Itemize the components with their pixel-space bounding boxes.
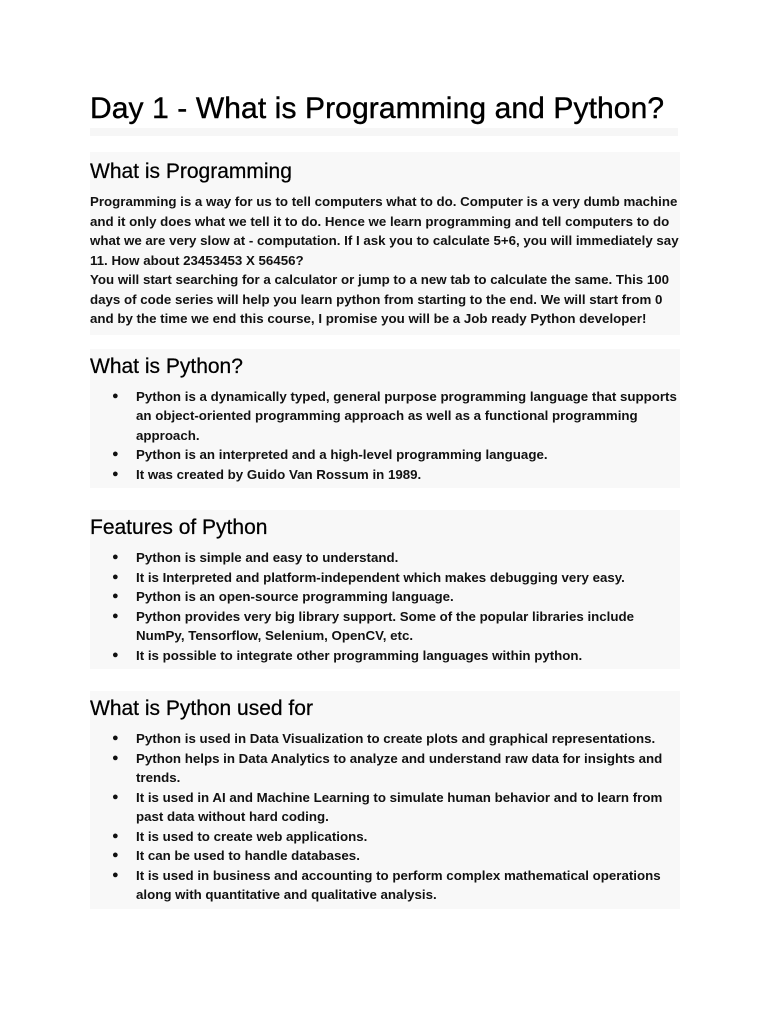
list-item: [112, 587, 680, 607]
list-item: [112, 548, 680, 568]
list-item: [112, 607, 680, 646]
title-band: [90, 128, 678, 136]
document-page: [90, 88, 680, 909]
features-list-block: [90, 548, 680, 669]
list-item: [112, 729, 680, 749]
list-item: [112, 827, 680, 847]
section-features: [90, 510, 680, 669]
uses-list-block: [90, 729, 680, 909]
list-item: [112, 646, 680, 666]
bullet-icon: ●: [112, 868, 119, 881]
title-block: [90, 88, 680, 130]
list-item-text: It can be used to handle databases.: [136, 848, 360, 863]
list-item: [112, 568, 680, 588]
section-heading-uses: What is Python used for: [90, 697, 313, 720]
list-item-text: It was created by Guido Van Rossum in 1989.: [136, 466, 422, 482]
list-item: [112, 788, 680, 827]
list-item-text: It is used in AI and Machine Learning to simulate human behavior and to learn from past data without hard coding.: [136, 789, 663, 824]
programming-paragraph-2: You will start searching for a calculator or jump to a new tab to calculate the same. This 100 days of code series will help you learn python from starting to the end. We will start from 0 and by the time we end this course, I promise you will be a Job ready Python developer!: [90, 272, 670, 326]
bullet-icon: ●: [112, 751, 119, 764]
list-item-text: Python helps in Data Analytics to analyze and understand raw data for insights and trends.: [136, 750, 663, 785]
bullet-icon: ●: [112, 467, 119, 480]
list-item-text: Python is an interpreted and a high-level programming language.: [136, 447, 548, 462]
bullet-icon: ●: [112, 389, 119, 402]
bullet-icon: ●: [112, 590, 119, 602]
features-list: [90, 548, 680, 665]
list-item-text: It is possible to integrate other programming languages within python.: [136, 647, 583, 663]
list-item-text: It is Interpreted and platform-independent which makes debugging very easy.: [136, 569, 625, 585]
list-item-text: Python provides very big library support. Some of the popular libraries include NumPy, Tensorflow, Selenium, OpenCV, etc.: [136, 608, 634, 643]
list-item: [112, 387, 680, 446]
list-item: [112, 846, 680, 866]
list-item-text: Python is a dynamically typed, general purpose programming language that supports an object-oriented programming approach as well as a functional programming approach.: [136, 388, 677, 443]
section-heading-programming: What is Programming: [90, 160, 292, 183]
list-item-text: It is used to create web applications.: [136, 828, 368, 844]
bullet-icon: ●: [112, 609, 119, 622]
section-heading-python: What is Python?: [90, 354, 243, 378]
python-list: [90, 387, 680, 485]
section-heading-features: Features of Python: [90, 516, 268, 539]
section-uses: [90, 691, 680, 909]
list-item-text: Python is simple and easy to understand.: [136, 550, 399, 565]
bullet-icon: ●: [112, 648, 119, 661]
list-item-text: Python is an open-source programming language.: [136, 589, 454, 604]
bullet-icon: ●: [112, 732, 119, 744]
bullet-icon: ●: [112, 448, 119, 460]
section-python: [90, 349, 680, 489]
list-item: [112, 749, 680, 788]
bullet-icon: ●: [112, 551, 119, 563]
programming-paragraph-1: Programming is a way for us to tell computers what to do. Computer is a very dumb machine and it only does what we tell it to do. Hence we learn programming and tell computers to do what we are very slow at - computation. If I ask you to calculate 5+6, you will immediately say 11. How about 23453453 X 56456?: [90, 194, 679, 268]
section-programming: [90, 152, 680, 335]
list-item: [112, 866, 680, 905]
list-item: [112, 445, 680, 465]
bullet-icon: ●: [112, 849, 119, 861]
list-item: [112, 465, 680, 485]
bullet-icon: ●: [112, 570, 119, 583]
bullet-icon: ●: [112, 829, 119, 842]
list-item-text: Python is used in Data Visualization to create plots and graphical representations.: [136, 731, 656, 746]
bullet-icon: ●: [112, 790, 119, 803]
page-title: Day 1 - What is Programming and Python?: [90, 92, 665, 125]
list-item-text: It is used in business and accounting to perform complex mathematical operations along with quantitative and qualitative analysis.: [136, 867, 661, 902]
python-list-block: [90, 387, 680, 489]
uses-list: [90, 729, 680, 905]
